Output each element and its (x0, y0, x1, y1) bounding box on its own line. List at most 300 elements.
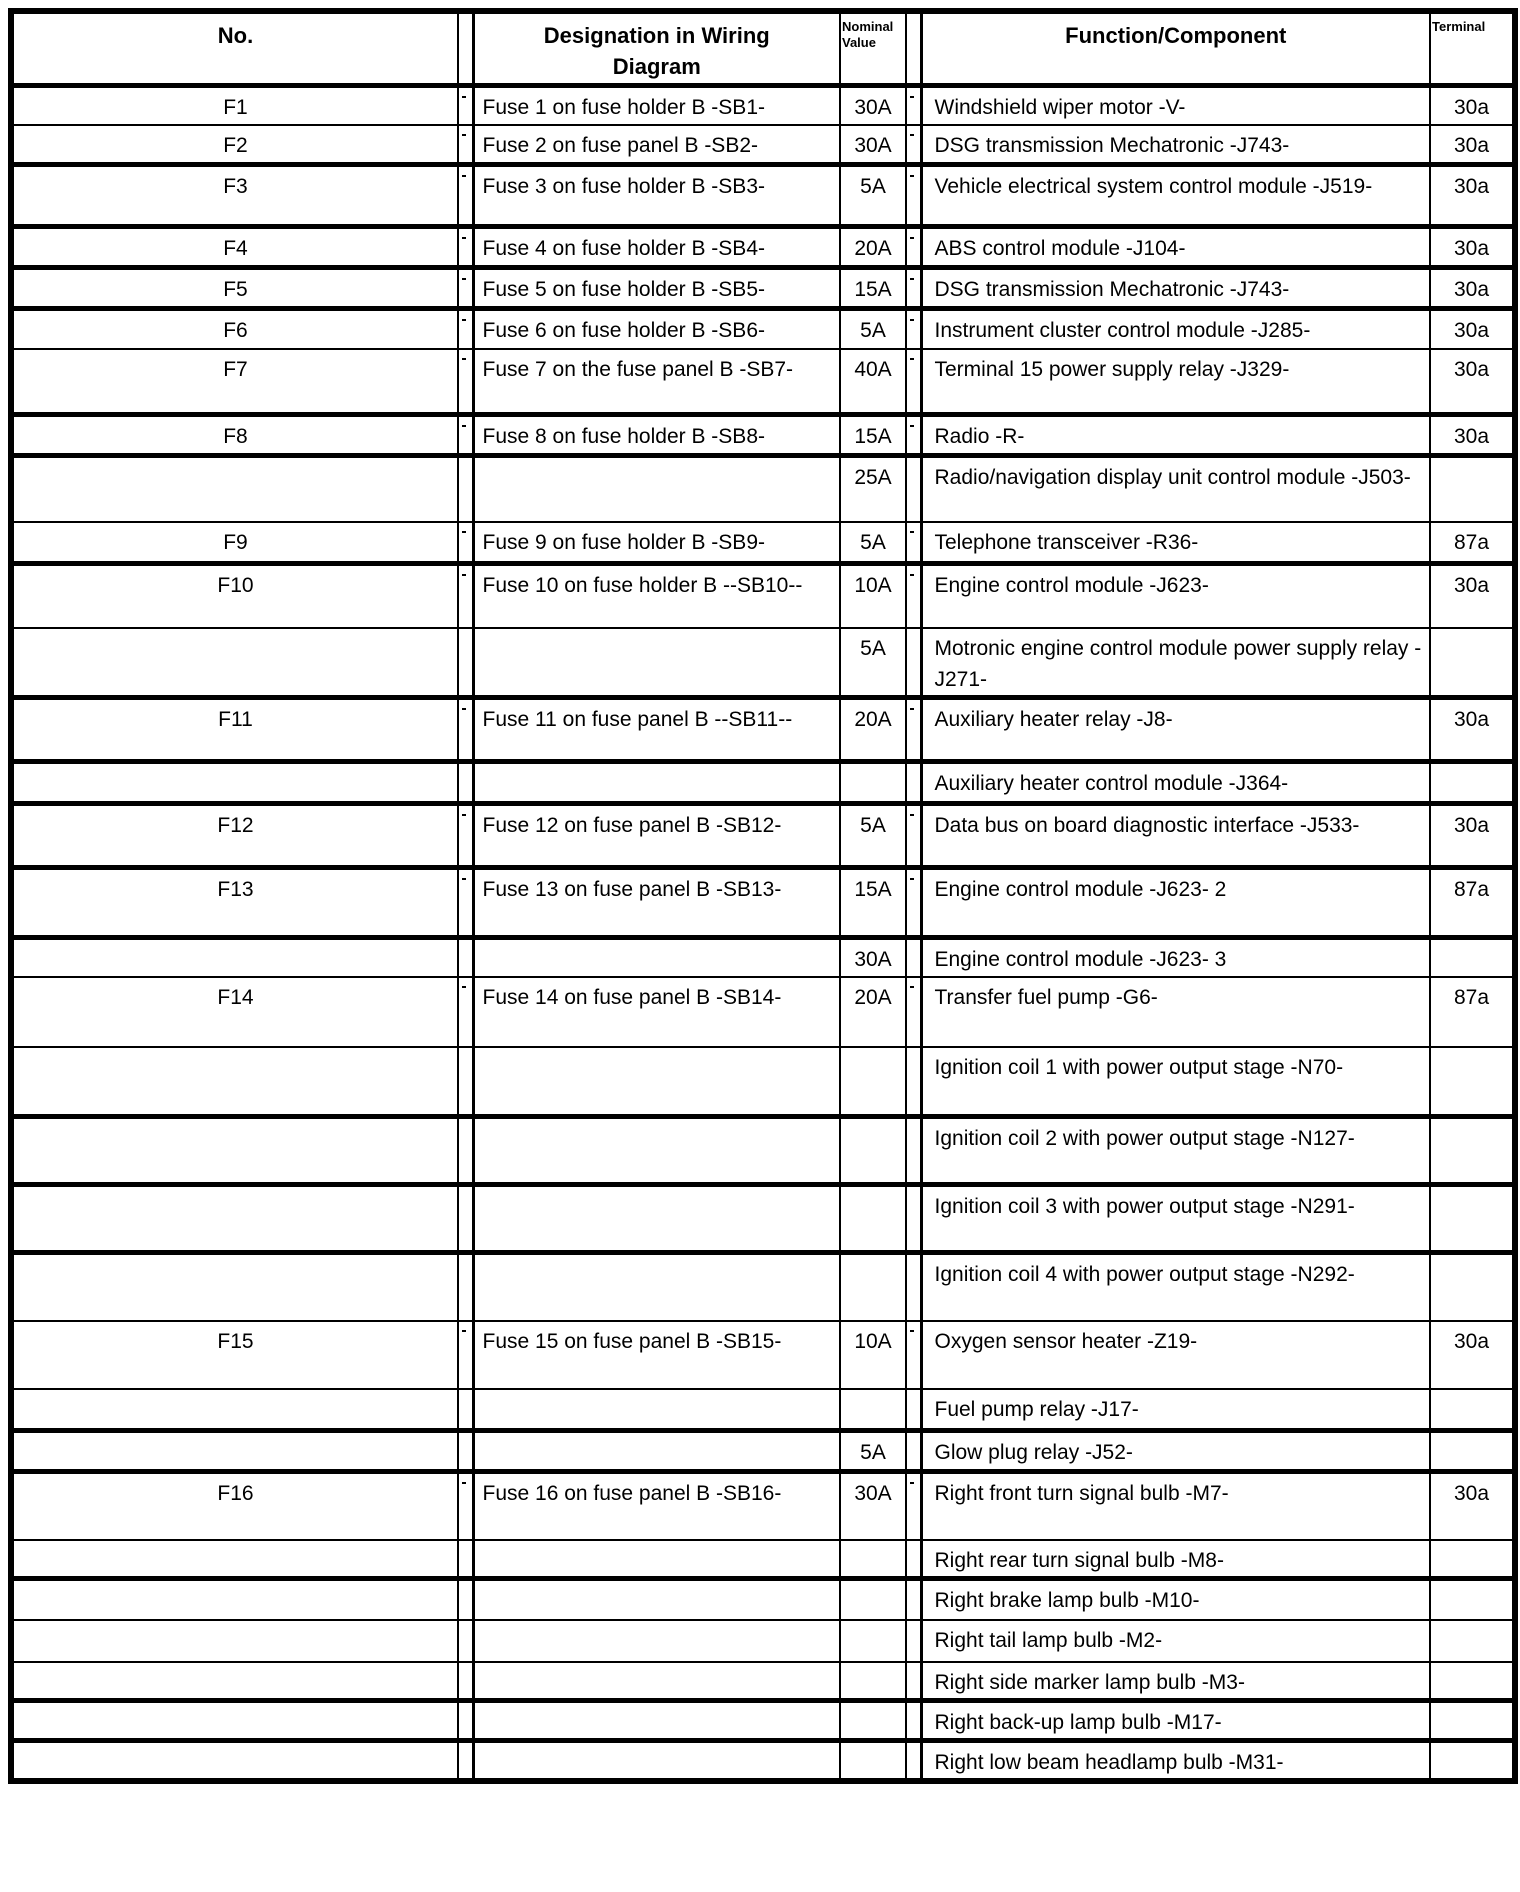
cell-terminal: 30a (1430, 1321, 1515, 1389)
header-terminal: Terminal (1430, 11, 1515, 86)
cell-function: Vehicle electrical system control module -J519- (921, 165, 1430, 227)
cell-designation: Fuse 5 on fuse holder B -SB5- (473, 268, 840, 309)
cell-spacer (458, 1185, 473, 1253)
table-row (11, 1620, 1515, 1662)
cell-spacer (458, 1578, 473, 1620)
footnote-tick-mark (910, 986, 914, 988)
table-row (11, 86, 1515, 126)
table-row (11, 522, 1515, 564)
cell-spacer (458, 125, 473, 165)
cell-terminal: 30a (1430, 165, 1515, 227)
cell-function: Motronic engine control module power supply relay -J271- (921, 628, 1430, 698)
cell-function: Glow plug relay -J52- (921, 1431, 1430, 1472)
cell-designation (473, 937, 840, 977)
cell-nominal-value (840, 1540, 906, 1579)
footnote-tick-mark (910, 358, 914, 360)
cell-spacer (906, 564, 921, 628)
cell-spacer (458, 1431, 473, 1472)
table-row (11, 415, 1515, 456)
cell-spacer (458, 227, 473, 268)
footnote-tick-mark (462, 96, 466, 98)
cell-spacer (458, 564, 473, 628)
cell-nominal-value: 10A (840, 564, 906, 628)
header-designation-label: Designation in Wiring Diagram (543, 23, 770, 79)
cell-function: Telephone transceiver -R36- (921, 522, 1430, 564)
cell-function: Ignition coil 1 with power output stage -N70- (921, 1047, 1430, 1117)
cell-nominal-value (840, 761, 906, 803)
cell-terminal (1430, 1701, 1515, 1741)
cell-spacer (458, 1620, 473, 1662)
cell-function: Ignition coil 4 with power output stage -N292- (921, 1253, 1430, 1321)
cell-spacer (458, 1741, 473, 1782)
cell-terminal (1430, 937, 1515, 977)
cell-function: Engine control module -J623- (921, 564, 1430, 628)
cell-terminal (1430, 1389, 1515, 1431)
cell-no: F12 (11, 803, 458, 867)
cell-no: F8 (11, 415, 458, 456)
table-row (11, 165, 1515, 227)
cell-no: F3 (11, 165, 458, 227)
footnote-tick-mark (462, 237, 466, 239)
footnote-tick-mark (910, 175, 914, 177)
header-spacer (458, 11, 473, 86)
cell-function: Auxiliary heater control module -J364- (921, 761, 1430, 803)
table-row (11, 227, 1515, 268)
cell-nominal-value: 5A (840, 309, 906, 349)
cell-designation: Fuse 13 on fuse panel B -SB13- (473, 867, 840, 937)
cell-nominal-value: 5A (840, 165, 906, 227)
cell-designation: Fuse 6 on fuse holder B -SB6- (473, 309, 840, 349)
cell-no: F11 (11, 697, 458, 761)
cell-spacer (458, 697, 473, 761)
cell-designation (473, 1662, 840, 1701)
cell-no (11, 628, 458, 698)
footnote-tick-mark (910, 237, 914, 239)
cell-terminal (1430, 1431, 1515, 1472)
footnote-tick-mark (462, 358, 466, 360)
cell-spacer (906, 1701, 921, 1741)
table-row (11, 697, 1515, 761)
table-row (11, 564, 1515, 628)
cell-spacer (906, 803, 921, 867)
cell-spacer (458, 86, 473, 126)
cell-function: Right rear turn signal bulb -M8- (921, 1540, 1430, 1579)
cell-spacer (906, 1741, 921, 1782)
cell-designation (473, 761, 840, 803)
table-row (11, 1472, 1515, 1540)
table-row (11, 1431, 1515, 1472)
table-row (11, 1047, 1515, 1117)
cell-nominal-value: 15A (840, 867, 906, 937)
table-row (11, 1253, 1515, 1321)
header-spacer (906, 11, 921, 86)
cell-function: Engine control module -J623- 2 (921, 867, 1430, 937)
cell-no (11, 1047, 458, 1117)
table-row (11, 1389, 1515, 1431)
cell-spacer (458, 1117, 473, 1185)
cell-spacer (906, 1047, 921, 1117)
cell-designation (473, 1253, 840, 1321)
fuse-table-header (11, 11, 1515, 86)
cell-terminal: 30a (1430, 415, 1515, 456)
cell-designation: Fuse 11 on fuse panel B --SB11-- (473, 697, 840, 761)
table-row (11, 761, 1515, 803)
cell-no (11, 937, 458, 977)
cell-nominal-value (840, 1117, 906, 1185)
cell-nominal-value (840, 1389, 906, 1431)
footnote-tick-mark (910, 574, 914, 576)
cell-designation (473, 1431, 840, 1472)
cell-terminal (1430, 1540, 1515, 1579)
cell-function: Data bus on board diagnostic interface -J533- (921, 803, 1430, 867)
cell-nominal-value (840, 1047, 906, 1117)
cell-function: Radio/navigation display unit control module -J503- (921, 456, 1430, 522)
cell-spacer (906, 977, 921, 1047)
cell-nominal-value: 5A (840, 1431, 906, 1472)
cell-no: F16 (11, 1472, 458, 1540)
cell-terminal (1430, 1185, 1515, 1253)
table-row (11, 1578, 1515, 1620)
cell-spacer (458, 309, 473, 349)
cell-function: Oxygen sensor heater -Z19- (921, 1321, 1430, 1389)
cell-function: Ignition coil 3 with power output stage -N291- (921, 1185, 1430, 1253)
cell-spacer (906, 761, 921, 803)
cell-no (11, 1540, 458, 1579)
cell-nominal-value (840, 1253, 906, 1321)
footnote-tick-mark (910, 278, 914, 280)
cell-spacer (906, 1185, 921, 1253)
cell-no (11, 761, 458, 803)
cell-nominal-value: 5A (840, 628, 906, 698)
cell-function: Right side marker lamp bulb -M3- (921, 1662, 1430, 1701)
cell-designation (473, 1620, 840, 1662)
cell-nominal-value (840, 1741, 906, 1782)
cell-nominal-value: 30A (840, 125, 906, 165)
footnote-tick-mark (910, 319, 914, 321)
cell-function: Right tail lamp bulb -M2- (921, 1620, 1430, 1662)
cell-function: Right brake lamp bulb -M10- (921, 1578, 1430, 1620)
cell-spacer (906, 349, 921, 415)
cell-spacer (458, 1253, 473, 1321)
cell-function: Auxiliary heater relay -J8- (921, 697, 1430, 761)
cell-function: Ignition coil 2 with power output stage -N127- (921, 1117, 1430, 1185)
table-row (11, 268, 1515, 309)
cell-no (11, 456, 458, 522)
cell-designation (473, 1389, 840, 1431)
footnote-tick-mark (462, 878, 466, 880)
cell-nominal-value (840, 1185, 906, 1253)
cell-spacer (906, 937, 921, 977)
cell-function: Right low beam headlamp bulb -M31- (921, 1741, 1430, 1782)
cell-no: F15 (11, 1321, 458, 1389)
cell-terminal (1430, 1117, 1515, 1185)
cell-terminal: 30a (1430, 309, 1515, 349)
table-row (11, 977, 1515, 1047)
cell-designation: Fuse 1 on fuse holder B -SB1- (473, 86, 840, 126)
table-row (11, 309, 1515, 349)
footnote-tick-mark (910, 425, 914, 427)
cell-spacer (906, 1578, 921, 1620)
cell-terminal: 30a (1430, 564, 1515, 628)
cell-nominal-value: 20A (840, 227, 906, 268)
cell-function: Instrument cluster control module -J285- (921, 309, 1430, 349)
cell-spacer (906, 1472, 921, 1540)
cell-nominal-value (840, 1620, 906, 1662)
cell-nominal-value (840, 1578, 906, 1620)
cell-designation (473, 456, 840, 522)
cell-spacer (906, 628, 921, 698)
cell-terminal: 30a (1430, 125, 1515, 165)
cell-spacer (906, 867, 921, 937)
cell-spacer (906, 125, 921, 165)
cell-spacer (458, 1047, 473, 1117)
cell-no: F1 (11, 86, 458, 126)
cell-designation (473, 1741, 840, 1782)
cell-function: Fuel pump relay -J17- (921, 1389, 1430, 1431)
cell-spacer (906, 697, 921, 761)
cell-spacer (906, 415, 921, 456)
cell-nominal-value: 10A (840, 1321, 906, 1389)
table-row (11, 125, 1515, 165)
cell-nominal-value (840, 1701, 906, 1741)
cell-terminal (1430, 761, 1515, 803)
cell-terminal: 30a (1430, 803, 1515, 867)
cell-designation (473, 1185, 840, 1253)
cell-spacer (906, 227, 921, 268)
cell-no (11, 1185, 458, 1253)
cell-designation (473, 1117, 840, 1185)
cell-designation (473, 628, 840, 698)
footnote-tick-mark (910, 96, 914, 98)
cell-no: F5 (11, 268, 458, 309)
cell-spacer (906, 456, 921, 522)
footnote-tick-mark (910, 1482, 914, 1484)
cell-function: Right front turn signal bulb -M7- (921, 1472, 1430, 1540)
cell-designation (473, 1701, 840, 1741)
cell-spacer (906, 165, 921, 227)
cell-spacer (458, 1472, 473, 1540)
header-nominal-value: Nominal Value (840, 11, 906, 86)
table-row (11, 937, 1515, 977)
footnote-tick-mark (910, 708, 914, 710)
table-row (11, 1321, 1515, 1389)
table-row (11, 803, 1515, 867)
cell-designation: Fuse 4 on fuse holder B -SB4- (473, 227, 840, 268)
cell-no (11, 1117, 458, 1185)
cell-no (11, 1431, 458, 1472)
cell-designation: Fuse 2 on fuse panel B -SB2- (473, 125, 840, 165)
cell-spacer (458, 349, 473, 415)
cell-terminal: 30a (1430, 1472, 1515, 1540)
cell-spacer (906, 1389, 921, 1431)
cell-no (11, 1662, 458, 1701)
cell-spacer (458, 1321, 473, 1389)
footnote-tick-mark (462, 1482, 466, 1484)
cell-function: Engine control module -J623- 3 (921, 937, 1430, 977)
footnote-tick-mark (910, 814, 914, 816)
cell-no: F13 (11, 867, 458, 937)
footnote-tick-mark (462, 425, 466, 427)
cell-terminal (1430, 1578, 1515, 1620)
header-row (11, 11, 1515, 86)
fuse-table (8, 8, 1518, 1784)
table-row (11, 628, 1515, 698)
cell-function: DSG transmission Mechatronic -J743- (921, 268, 1430, 309)
cell-terminal: 87a (1430, 522, 1515, 564)
cell-spacer (458, 1701, 473, 1741)
cell-spacer (906, 1540, 921, 1579)
footnote-tick-mark (910, 134, 914, 136)
footnote-tick-mark (910, 1330, 914, 1332)
cell-no (11, 1741, 458, 1782)
footnote-tick-mark (462, 1330, 466, 1332)
table-row (11, 1741, 1515, 1782)
cell-spacer (906, 522, 921, 564)
cell-function: Transfer fuel pump -G6- (921, 977, 1430, 1047)
cell-spacer (458, 803, 473, 867)
cell-terminal (1430, 1662, 1515, 1701)
footnote-tick-mark (910, 531, 914, 533)
cell-terminal (1430, 1741, 1515, 1782)
cell-designation: Fuse 9 on fuse holder B -SB9- (473, 522, 840, 564)
cell-spacer (458, 456, 473, 522)
cell-designation: Fuse 12 on fuse panel B -SB12- (473, 803, 840, 867)
cell-spacer (906, 1620, 921, 1662)
cell-terminal: 87a (1430, 867, 1515, 937)
cell-designation (473, 1540, 840, 1579)
cell-nominal-value: 25A (840, 456, 906, 522)
cell-spacer (458, 977, 473, 1047)
footnote-tick-mark (462, 175, 466, 177)
table-row (11, 1117, 1515, 1185)
cell-designation: Fuse 15 on fuse panel B -SB15- (473, 1321, 840, 1389)
cell-function: Terminal 15 power supply relay -J329- (921, 349, 1430, 415)
cell-spacer (458, 1540, 473, 1579)
cell-spacer (906, 1662, 921, 1701)
cell-no (11, 1620, 458, 1662)
table-row (11, 867, 1515, 937)
header-no: No. (11, 11, 458, 86)
header-designation (473, 11, 840, 86)
cell-no: F10 (11, 564, 458, 628)
footnote-tick-mark (910, 878, 914, 880)
fuse-table-body (11, 86, 1515, 1782)
cell-no: F4 (11, 227, 458, 268)
header-function: Function/Component (921, 11, 1430, 86)
cell-terminal: 30a (1430, 349, 1515, 415)
cell-nominal-value: 15A (840, 415, 906, 456)
table-row (11, 1701, 1515, 1741)
table-row (11, 1540, 1515, 1579)
cell-designation: Fuse 16 on fuse panel B -SB16- (473, 1472, 840, 1540)
cell-no: F7 (11, 349, 458, 415)
cell-spacer (458, 522, 473, 564)
cell-function: DSG transmission Mechatronic -J743- (921, 125, 1430, 165)
cell-spacer (458, 1662, 473, 1701)
cell-nominal-value: 30A (840, 937, 906, 977)
cell-spacer (458, 165, 473, 227)
cell-no (11, 1578, 458, 1620)
footnote-tick-mark (462, 708, 466, 710)
cell-designation: Fuse 3 on fuse holder B -SB3- (473, 165, 840, 227)
cell-no: F9 (11, 522, 458, 564)
table-row (11, 1185, 1515, 1253)
cell-spacer (458, 1389, 473, 1431)
cell-nominal-value: 30A (840, 1472, 906, 1540)
cell-spacer (906, 309, 921, 349)
cell-spacer (906, 1117, 921, 1185)
footnote-tick-mark (462, 531, 466, 533)
cell-nominal-value: 20A (840, 697, 906, 761)
footnote-tick-mark (462, 278, 466, 280)
cell-spacer (906, 86, 921, 126)
cell-designation: Fuse 10 on fuse holder B --SB10-- (473, 564, 840, 628)
cell-no: F6 (11, 309, 458, 349)
cell-no: F2 (11, 125, 458, 165)
cell-function: ABS control module -J104- (921, 227, 1430, 268)
footnote-tick-mark (462, 986, 466, 988)
cell-no (11, 1701, 458, 1741)
cell-nominal-value: 40A (840, 349, 906, 415)
cell-nominal-value (840, 1662, 906, 1701)
cell-spacer (458, 415, 473, 456)
cell-spacer (906, 1321, 921, 1389)
cell-designation: Fuse 7 on the fuse panel B -SB7- (473, 349, 840, 415)
footnote-tick-mark (462, 814, 466, 816)
cell-terminal (1430, 1620, 1515, 1662)
cell-designation (473, 1047, 840, 1117)
cell-terminal: 30a (1430, 227, 1515, 268)
cell-nominal-value: 5A (840, 803, 906, 867)
cell-terminal: 87a (1430, 977, 1515, 1047)
cell-terminal (1430, 456, 1515, 522)
cell-no (11, 1253, 458, 1321)
table-row (11, 1662, 1515, 1701)
cell-function: Right back-up lamp bulb -M17- (921, 1701, 1430, 1741)
cell-terminal: 30a (1430, 268, 1515, 309)
cell-spacer (458, 867, 473, 937)
cell-spacer (458, 761, 473, 803)
cell-nominal-value: 30A (840, 86, 906, 126)
cell-nominal-value: 20A (840, 977, 906, 1047)
footnote-tick-mark (462, 574, 466, 576)
cell-spacer (906, 1431, 921, 1472)
footnote-tick-mark (462, 134, 466, 136)
cell-terminal (1430, 1047, 1515, 1117)
cell-spacer (458, 937, 473, 977)
cell-designation: Fuse 14 on fuse panel B -SB14- (473, 977, 840, 1047)
cell-spacer (458, 628, 473, 698)
cell-no: F14 (11, 977, 458, 1047)
cell-spacer (906, 1253, 921, 1321)
cell-designation: Fuse 8 on fuse holder B -SB8- (473, 415, 840, 456)
cell-terminal (1430, 628, 1515, 698)
cell-nominal-value: 15A (840, 268, 906, 309)
footnote-tick-mark (462, 319, 466, 321)
cell-designation (473, 1578, 840, 1620)
cell-terminal: 30a (1430, 697, 1515, 761)
cell-function: Windshield wiper motor -V- (921, 86, 1430, 126)
cell-terminal (1430, 1253, 1515, 1321)
cell-no (11, 1389, 458, 1431)
cell-spacer (458, 268, 473, 309)
cell-terminal: 30a (1430, 86, 1515, 126)
table-row (11, 349, 1515, 415)
cell-spacer (906, 268, 921, 309)
cell-nominal-value: 5A (840, 522, 906, 564)
table-row (11, 456, 1515, 522)
cell-function: Radio -R- (921, 415, 1430, 456)
